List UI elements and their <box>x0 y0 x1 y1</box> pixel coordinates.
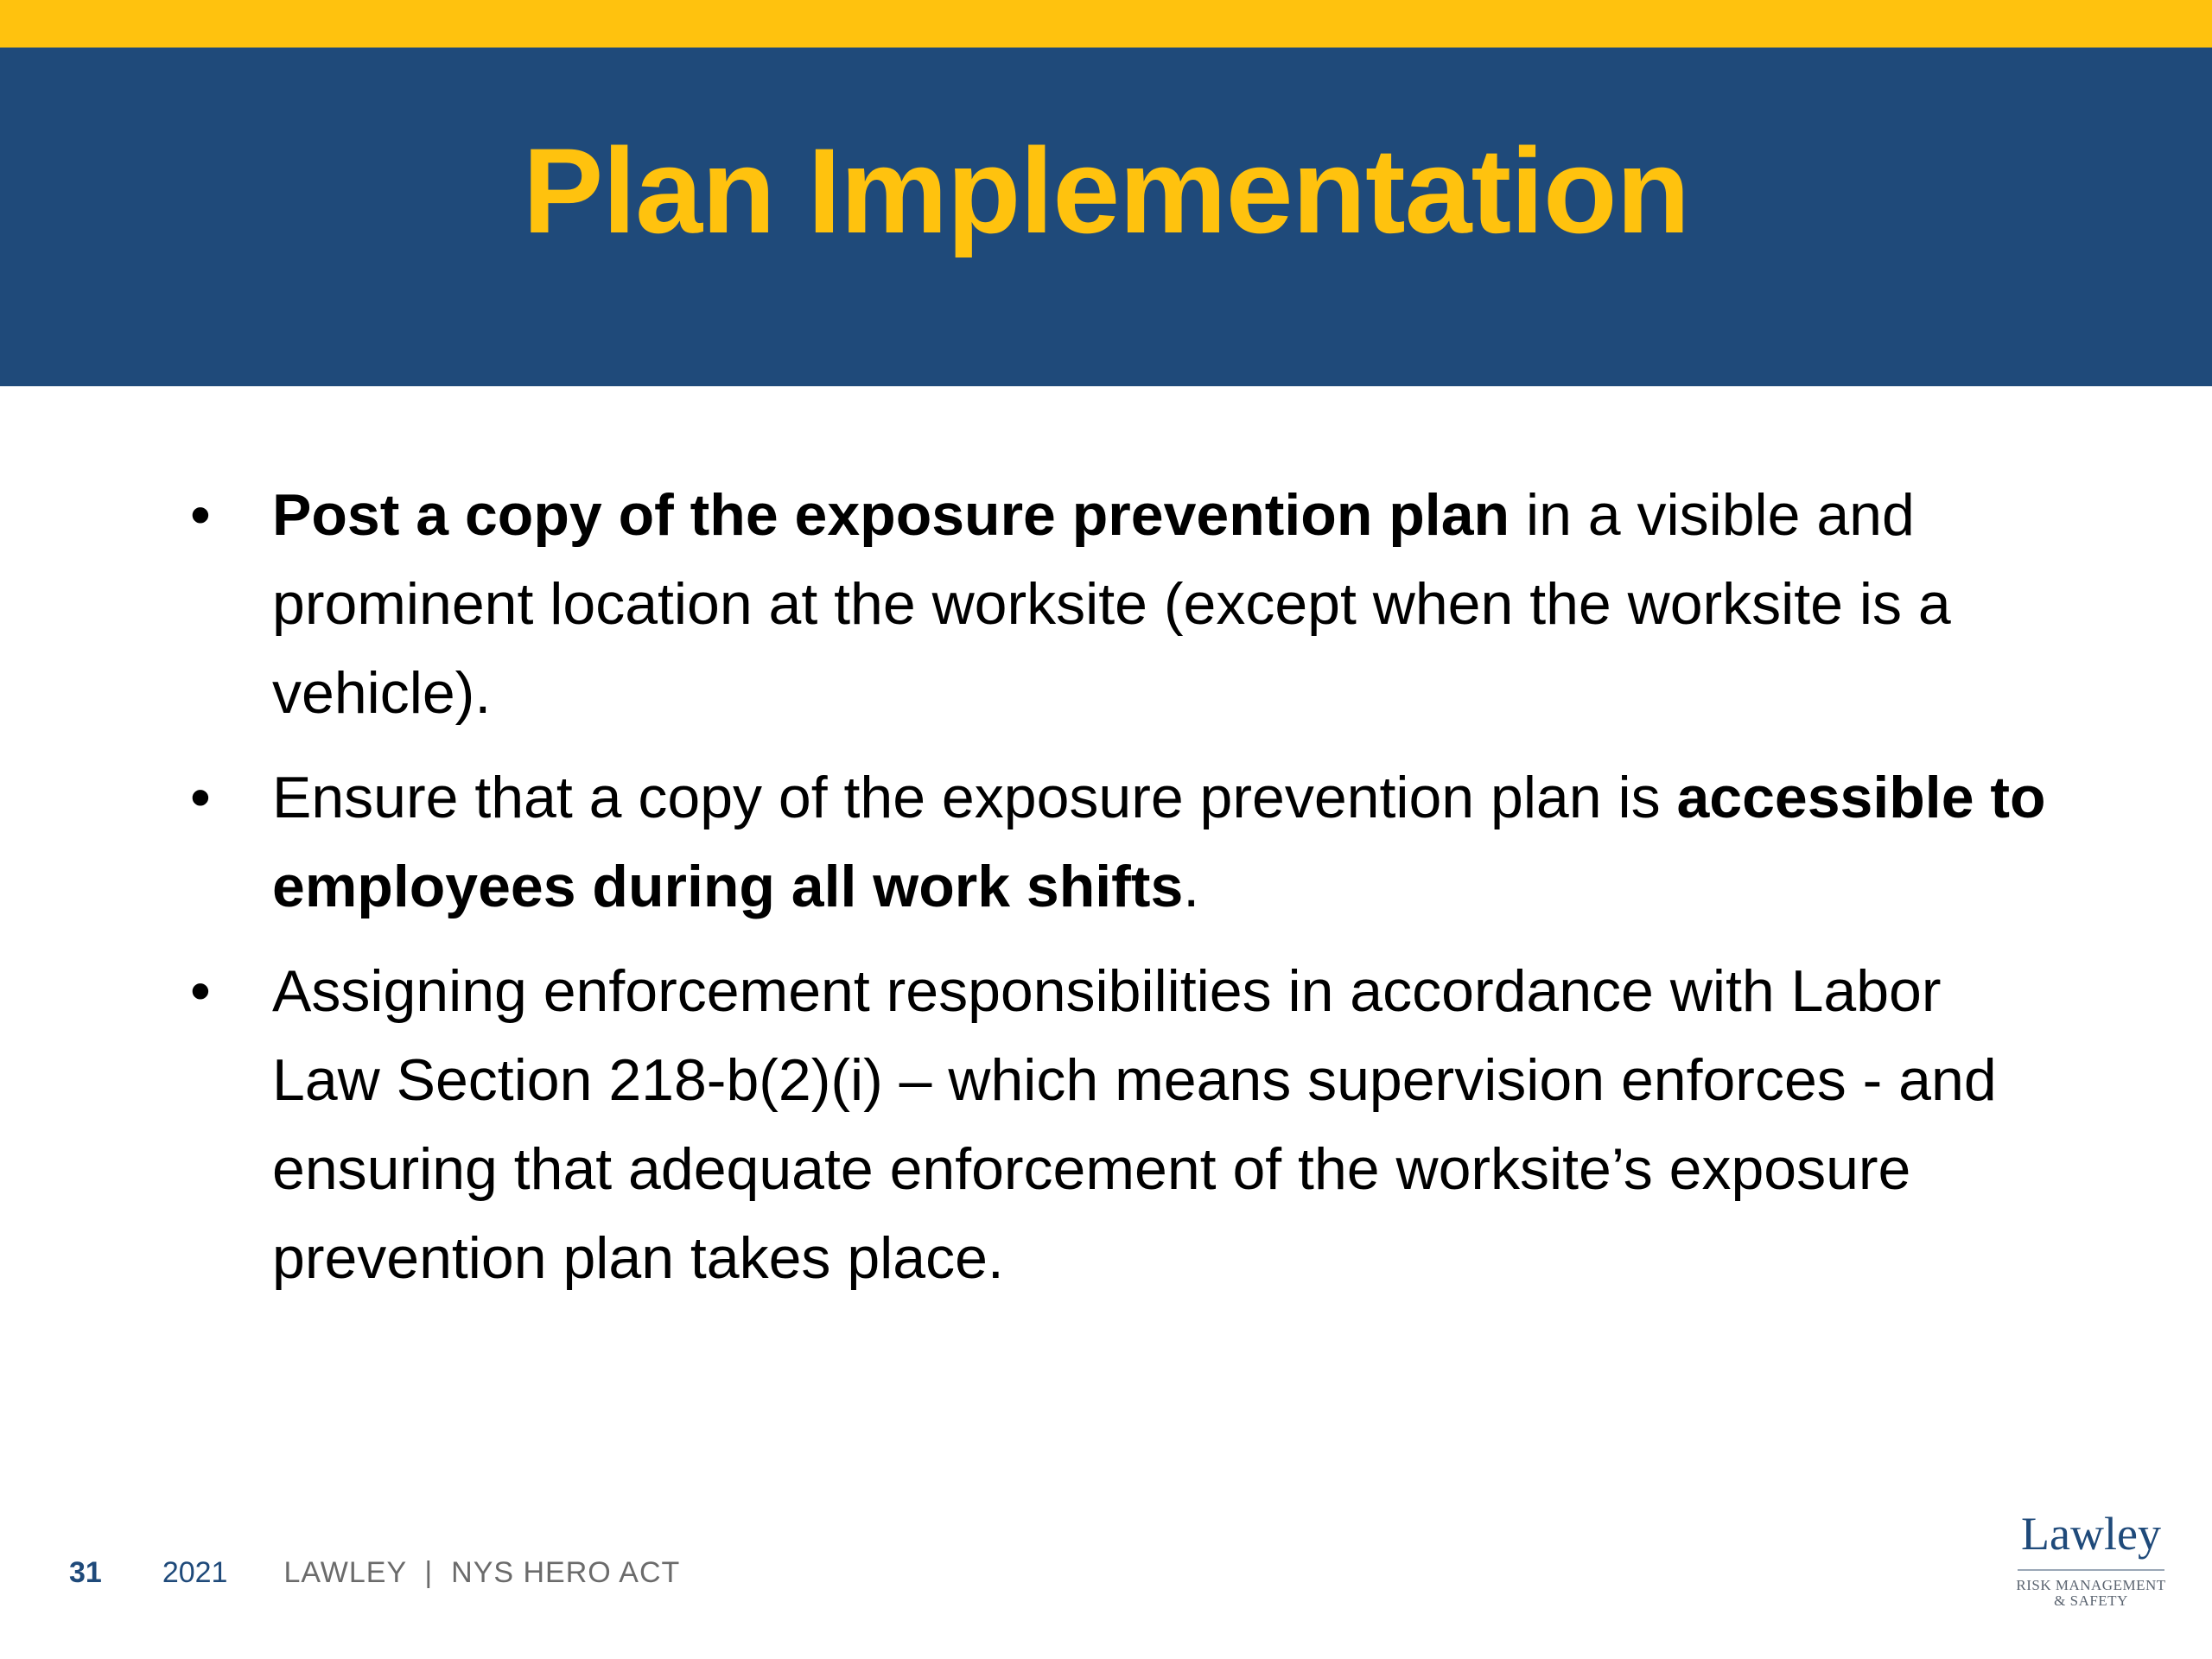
bullet-bold-text: Post a copy of the exposure prevention plan <box>272 482 1510 548</box>
logo-subtitle-line1: RISK MANAGEMENT <box>2016 1577 2166 1593</box>
logo-divider <box>2018 1569 2164 1571</box>
slide-body <box>181 471 2065 1319</box>
slide-title: Plan Implementation <box>522 123 1690 258</box>
bullet-text: . <box>1183 854 1200 919</box>
footer-label: LAWLEY | NYS HERO ACT <box>283 1555 681 1589</box>
title-banner <box>0 48 2212 386</box>
logo-wordmark: Lawley <box>2021 1508 2161 1560</box>
logo-subtitle-line2: & SAFETY <box>2054 1592 2128 1609</box>
bullet-item <box>181 471 2065 738</box>
slide-number: 31 <box>69 1555 102 1589</box>
bullet-marker: • <box>190 482 211 548</box>
slide-footer <box>69 1551 680 1594</box>
bullet-marker: • <box>190 958 211 1024</box>
footer-year: 2021 <box>162 1555 228 1589</box>
bullet-text: in a visible and prominent location at the worksite (except when the worksite is a vehicle). <box>272 482 1951 726</box>
bullet-bold-text: accessible to employees during all work shifts <box>272 765 2046 919</box>
bullet-item <box>181 947 2065 1303</box>
bullet-item <box>181 753 2065 931</box>
bullet-text: Ensure that a copy of the exposure prevention plan is <box>272 765 1677 830</box>
bullet-list <box>181 471 2065 1303</box>
lawley-logo <box>2005 1510 2177 1609</box>
bullet-text: Assigning enforcement responsibilities in accordance with Labor Law Section 218-b(2)(i) – which means supervision enforces - and ensuring that adequate enforcement of the worksite’s exposure prevention plan takes place. <box>272 958 1997 1291</box>
top-accent-stripe <box>0 0 2212 48</box>
bullet-marker: • <box>190 765 211 830</box>
